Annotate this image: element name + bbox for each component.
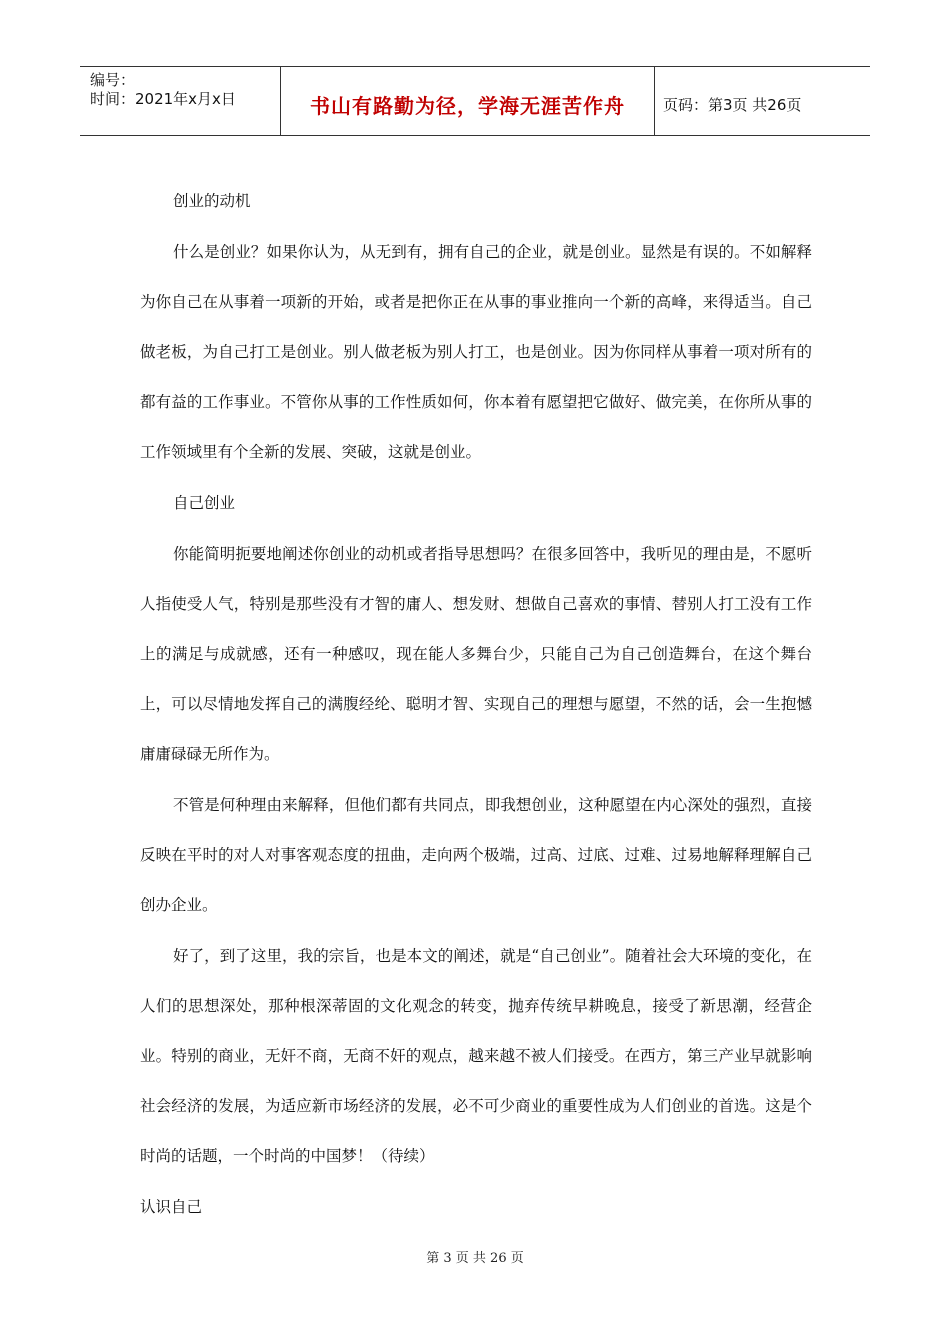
document-body	[140, 176, 812, 1233]
document-date: 时间：2021年x月x日	[90, 90, 236, 108]
page-header	[80, 66, 870, 136]
section-heading: 认识自己	[140, 1198, 203, 1216]
header-motto: 书山有路勤为径，学海无涯苦作舟	[281, 67, 655, 135]
header-page-code: 页码：第3页 共26页	[663, 95, 802, 114]
header-meta	[80, 67, 281, 135]
paragraph: 好了，到了这里，我的宗旨，也是本文的阐述，就是“自己创业”。随着社会大环境的变化，在人们的思想深处，那种根深蒂固的文化观念的转变，抛弃传统早耕晚息，接受了新思潮，经营企业。特别的商业，无奸不商，无商不奸的观点，越来越不被人们接受。在西方，第三产业早就影响社会经济的发展，为适应新市场经济的发展，必不可少商业的重要性成为人们创业的首选。这是个时尚的话题，一个时尚的中国梦！（待续）	[140, 947, 812, 1165]
paragraph: 你能简明扼要地阐述你创业的动机或者指导思想吗？在很多回答中，我听见的理由是，不愿听人指使受人气，特别是那些没有才智的庸人、想发财、想做自己喜欢的事情、替别人打工没有工作上的满足与成就感，还有一种感叹，现在能人多舞台少，只能自己为自己创造舞台，在这个舞台上，可以尽情地发挥自己的满腹经纶、聪明才智、实现自己的理想与愿望，不然的话，会一生抱憾庸庸碌碌无所作为。	[140, 545, 812, 763]
page-footer: 第 3 页 共 26 页	[426, 1251, 524, 1266]
section-heading: 自己创业	[173, 494, 236, 512]
document-number-label: 编号：	[90, 71, 136, 89]
section-heading: 创业的动机	[173, 192, 251, 210]
paragraph: 不管是何种理由来解释，但他们都有共同点，即我想创业，这种愿望在内心深处的强烈，直接反映在平时的对人对事客观态度的扭曲，走向两个极端，过高、过底、过难、过易地解释理解自己创办企业。	[140, 796, 812, 914]
paragraph: 什么是创业？如果你认为，从无到有，拥有自己的企业，就是创业。显然是有误的。不如解释为你自己在从事着一项新的开始，或者是把你正在从事的事业推向一个新的高峰，来得适当。自己做老板，为自己打工是创业。别人做老板为别人打工，也是创业。因为你同样从事着一项对所有的都有益的工作事业。不管你从事的工作性质如何，你本着有愿望把它做好、做完美，在你所从事的工作领域里有个全新的发展、突破，这就是创业。	[140, 243, 812, 461]
